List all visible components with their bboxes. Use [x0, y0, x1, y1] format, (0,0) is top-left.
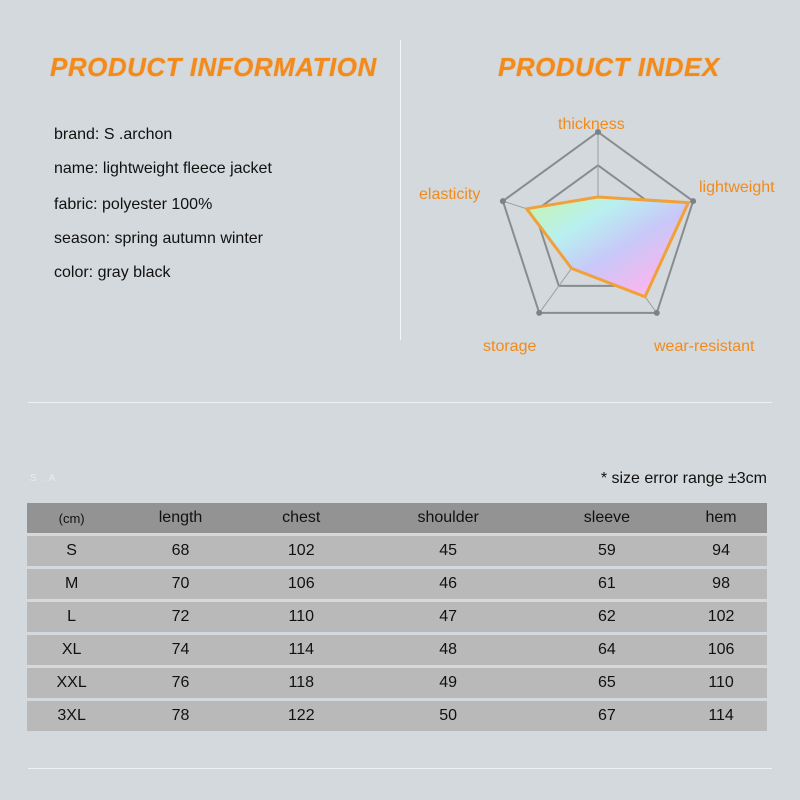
- table-cell: 118: [245, 668, 358, 698]
- axis-label-wear-resistant: wear-resistant: [654, 338, 755, 355]
- axis-label-storage: storage: [483, 338, 537, 355]
- table-cell: 49: [358, 668, 539, 698]
- table-cell: 114: [245, 635, 358, 665]
- table-cell: 122: [245, 701, 358, 731]
- table-cell: 102: [675, 602, 767, 632]
- header-shoulder: shoulder: [358, 503, 539, 533]
- table-cell: 67: [539, 701, 675, 731]
- size-cell: S: [27, 536, 116, 566]
- header-chest: chest: [245, 503, 358, 533]
- radar-vertex-elasticity: [500, 198, 506, 204]
- table-row: [27, 668, 767, 698]
- table-cell: 70: [116, 569, 245, 599]
- header-hem: hem: [675, 503, 767, 533]
- info-season: season: spring autumn winter: [54, 230, 263, 247]
- table-cell: 106: [675, 635, 767, 665]
- axis-label-lightweight: lightweight: [699, 179, 775, 196]
- table-row: [27, 536, 767, 566]
- table-row: [27, 635, 767, 665]
- table-cell: 98: [675, 569, 767, 599]
- table-row: [27, 701, 767, 731]
- table-cell: 72: [116, 602, 245, 632]
- table-cell: 59: [539, 536, 675, 566]
- table-cell: 68: [116, 536, 245, 566]
- table-cell: 47: [358, 602, 539, 632]
- table-cell: 110: [245, 602, 358, 632]
- size-cell: L: [27, 602, 116, 632]
- table-cell: 50: [358, 701, 539, 731]
- table-cell: 94: [675, 536, 767, 566]
- size-cell: XXL: [27, 668, 116, 698]
- header-unit: (cm): [27, 503, 116, 533]
- table-cell: 65: [539, 668, 675, 698]
- radar-vertex-wear-resistant: [654, 310, 660, 316]
- size-error-note: * size error range ±3cm: [600, 470, 767, 487]
- table-cell: 64: [539, 635, 675, 665]
- product-information-heading: PRODUCT INFORMATION: [50, 52, 377, 82]
- size-table: [27, 500, 767, 734]
- table-cell: 78: [116, 701, 245, 731]
- table-cell: 46: [358, 569, 539, 599]
- table-cell: 74: [116, 635, 245, 665]
- axis-label-elasticity: elasticity: [419, 186, 481, 203]
- size-cell: 3XL: [27, 701, 116, 731]
- table-cell: 48: [358, 635, 539, 665]
- header-sleeve: sleeve: [539, 503, 675, 533]
- section-divider: [28, 402, 772, 403]
- table-cell: 106: [245, 569, 358, 599]
- radar-vertex-storage: [536, 310, 542, 316]
- size-cell: M: [27, 569, 116, 599]
- table-cell: 110: [675, 668, 767, 698]
- table-cell: 114: [675, 701, 767, 731]
- table-cell: 45: [358, 536, 539, 566]
- radar-value-area: [527, 197, 689, 297]
- table-cell: 61: [539, 569, 675, 599]
- size-cell: XL: [27, 635, 116, 665]
- faint-label: S . A: [30, 473, 57, 484]
- info-name: name: lightweight fleece jacket: [54, 160, 272, 177]
- table-cell: 102: [245, 536, 358, 566]
- table-cell: 76: [116, 668, 245, 698]
- radar-vertex-lightweight: [690, 198, 696, 204]
- product-index-heading: PRODUCT INDEX: [498, 52, 720, 82]
- info-brand: brand: S .archon: [54, 126, 173, 143]
- table-header-row: [27, 503, 767, 533]
- table-row: [27, 569, 767, 599]
- table-row: [27, 602, 767, 632]
- info-fabric: fabric: polyester 100%: [54, 196, 213, 213]
- info-color: color: gray black: [54, 264, 171, 281]
- bottom-divider: [28, 768, 772, 769]
- table-cell: 62: [539, 602, 675, 632]
- axis-label-thickness: thickness: [558, 116, 625, 133]
- header-length: length: [116, 503, 245, 533]
